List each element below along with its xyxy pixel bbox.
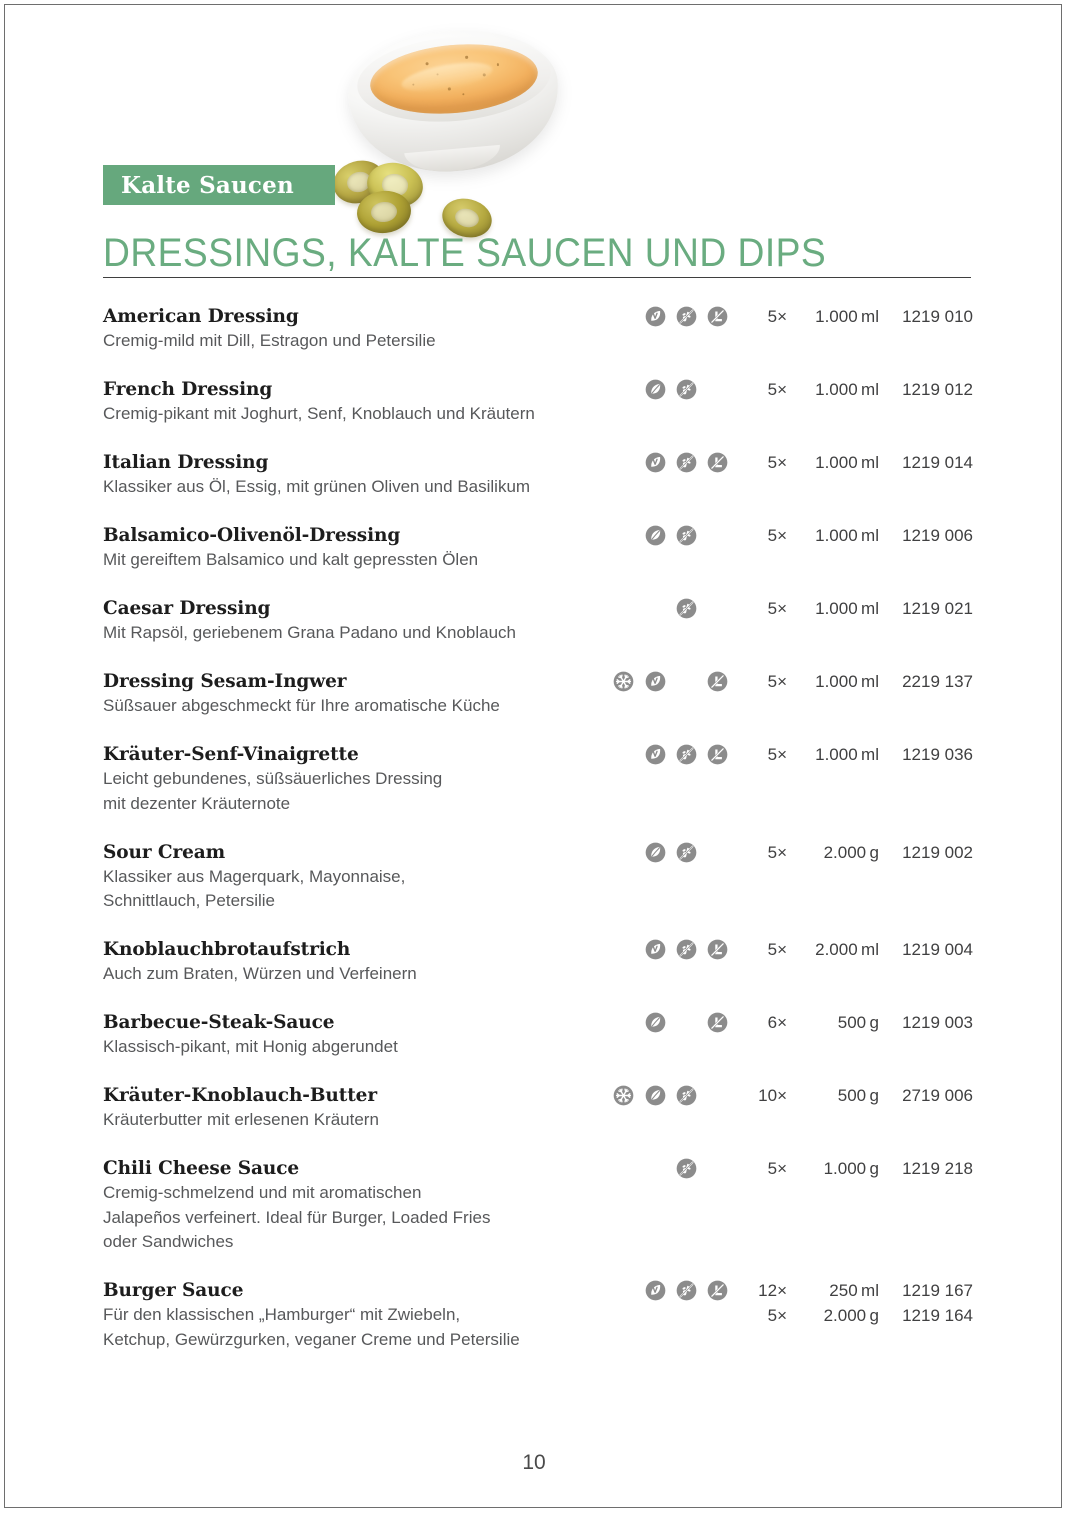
vegan-icon bbox=[645, 1280, 666, 1301]
product-attributes bbox=[603, 670, 973, 696]
vegetarian-icon bbox=[645, 1012, 666, 1033]
icon-slot-empty bbox=[676, 1012, 697, 1033]
product-row bbox=[103, 1279, 973, 1377]
icon-slot-empty bbox=[645, 1158, 666, 1179]
icon-slot-empty bbox=[613, 1012, 634, 1033]
product-text bbox=[103, 743, 623, 816]
product-attributes bbox=[603, 597, 973, 623]
article-number: 1219 164 bbox=[902, 1305, 973, 1325]
product-description-line: Kräuterbutter mit erlesenen Kräutern bbox=[103, 1110, 379, 1129]
product-attributes bbox=[603, 305, 973, 331]
product-name: Chili Cheese Sauce bbox=[103, 1158, 300, 1179]
product-variant-row bbox=[603, 1304, 973, 1328]
pack-size: 1.000 ml bbox=[815, 745, 879, 764]
product-text bbox=[103, 1084, 623, 1133]
product-icons bbox=[603, 671, 727, 695]
product-description-line: Klassiker aus Öl, Essig, mit grünen Oliven und Basilikum bbox=[103, 477, 531, 496]
product-row bbox=[103, 1011, 973, 1084]
hero-product-photo bbox=[305, 13, 605, 243]
gluten-free-icon bbox=[676, 744, 697, 765]
article-number: 1219 002 bbox=[902, 842, 973, 862]
product-icons bbox=[603, 1085, 727, 1109]
product-icons bbox=[603, 306, 727, 330]
product-text bbox=[103, 938, 623, 987]
product-description-line: Cremig-schmelzend und mit aromatischen bbox=[103, 1183, 422, 1202]
product-icons bbox=[603, 1280, 727, 1304]
lactose-free-icon bbox=[707, 452, 728, 473]
lactose-free-icon bbox=[707, 306, 728, 327]
pack-size: 2.000 g bbox=[823, 842, 879, 862]
product-description-line: Für den klassischen „Hamburger“ mit Zwiebeln, bbox=[103, 1305, 461, 1324]
product-name: Caesar Dressing bbox=[103, 598, 271, 619]
vegan-icon bbox=[645, 744, 666, 765]
pack-size: 500 g bbox=[837, 1013, 879, 1032]
gluten-free-icon bbox=[676, 1085, 697, 1106]
pack-quantity: 5× bbox=[767, 526, 787, 545]
icon-slot-empty bbox=[613, 842, 634, 863]
vegetarian-icon bbox=[645, 842, 666, 863]
product-description-line: Klassisch-pikant, mit Honig abgerundet bbox=[103, 1037, 398, 1056]
vegetarian-icon bbox=[645, 379, 666, 400]
product-description-line: Leicht gebundenes, süßsäuerliches Dressing bbox=[103, 769, 443, 788]
product-description-line: Jalapeños verfeinert. Ideal für Burger, Loaded Fries bbox=[103, 1207, 491, 1227]
product-description-line: Cremig-pikant mit Joghurt, Senf, Knoblauch und Kräutern bbox=[103, 404, 535, 423]
pack-quantity: 5× bbox=[767, 453, 787, 472]
pack-size: 1.000 ml bbox=[815, 672, 879, 691]
icon-slot-empty bbox=[707, 525, 728, 546]
product-name: Burger Sauce bbox=[103, 1280, 244, 1301]
product-text bbox=[103, 1011, 623, 1060]
product-icons bbox=[603, 598, 727, 622]
product-name: Italian Dressing bbox=[103, 452, 269, 473]
gluten-free-icon bbox=[676, 598, 697, 619]
product-text bbox=[103, 524, 623, 573]
gluten-free-icon bbox=[676, 306, 697, 327]
product-attributes bbox=[603, 451, 973, 477]
product-text bbox=[103, 670, 623, 719]
pack-quantity: 5× bbox=[767, 672, 787, 691]
product-icons bbox=[603, 452, 727, 476]
product-attributes bbox=[603, 378, 973, 404]
icon-slot-empty bbox=[613, 744, 634, 765]
pack-quantity: 5× bbox=[767, 1159, 787, 1178]
product-description-line: Klassiker aus Magerquark, Mayonnaise, bbox=[103, 866, 406, 886]
product-attributes bbox=[603, 841, 973, 867]
article-number: 1219 021 bbox=[902, 599, 973, 618]
product-row bbox=[103, 743, 973, 841]
product-text bbox=[103, 597, 623, 646]
pack-size: 1.000 ml bbox=[815, 599, 879, 618]
article-number: 2719 006 bbox=[902, 1086, 973, 1105]
icon-slot-empty bbox=[613, 1280, 634, 1301]
product-row bbox=[103, 1084, 973, 1157]
gluten-free-icon bbox=[676, 1280, 697, 1301]
product-description-line: Mit Rapsöl, geriebenem Grana Padano und Knoblauch bbox=[103, 623, 516, 642]
pack-quantity: 5× bbox=[767, 599, 787, 618]
pack-size: 1.000 ml bbox=[815, 380, 879, 399]
product-name: Knoblauchbrotaufstrich bbox=[103, 939, 351, 960]
gluten-free-icon bbox=[676, 842, 697, 863]
product-name: French Dressing bbox=[103, 379, 273, 400]
gluten-free-icon bbox=[676, 452, 697, 473]
article-number: 1219 010 bbox=[902, 307, 973, 326]
category-banner-label: Kalte Saucen bbox=[121, 171, 294, 199]
article-number: 1219 003 bbox=[902, 1013, 973, 1032]
product-icons bbox=[603, 1012, 727, 1036]
gluten-free-icon bbox=[676, 379, 697, 400]
vegan-icon bbox=[645, 939, 666, 960]
product-name: Balsamico-Olivenöl-Dressing bbox=[103, 525, 401, 546]
icon-slot-empty bbox=[645, 598, 666, 619]
product-row bbox=[103, 938, 973, 1011]
gluten-free-icon bbox=[676, 1158, 697, 1179]
vegan-icon bbox=[645, 671, 666, 692]
product-icons bbox=[603, 525, 727, 549]
product-description-line: Süßsauer abgeschmeckt für Ihre aromatische Küche bbox=[103, 696, 500, 715]
article-number: 1219 004 bbox=[902, 940, 973, 959]
product-row bbox=[103, 670, 973, 743]
lactose-free-icon bbox=[707, 744, 728, 765]
product-description-line: Cremig-mild mit Dill, Estragon und Petersilie bbox=[103, 331, 436, 350]
pack-quantity: 5× bbox=[767, 380, 787, 399]
pack-size: 1.000 ml bbox=[815, 453, 879, 472]
pack-size: 1.000 ml bbox=[815, 526, 879, 545]
icon-slot-empty bbox=[613, 379, 634, 400]
sauce-bowl-illustration bbox=[305, 13, 605, 243]
icon-slot-empty bbox=[613, 525, 634, 546]
product-row bbox=[103, 451, 973, 524]
page-title: DRESSINGS, KALTE SAUCEN UND DIPS bbox=[103, 231, 827, 275]
gluten-free-icon bbox=[676, 525, 697, 546]
product-row bbox=[103, 597, 973, 670]
product-row bbox=[103, 841, 973, 939]
product-text bbox=[103, 451, 623, 500]
article-number: 1219 036 bbox=[902, 745, 973, 764]
pack-size: 1.000 g bbox=[823, 1159, 879, 1178]
product-description-line: Mit gereiftem Balsamico und kalt gepressten Ölen bbox=[103, 550, 479, 569]
product-icons bbox=[603, 1158, 727, 1182]
product-text bbox=[103, 1157, 623, 1255]
lactose-free-icon bbox=[707, 939, 728, 960]
icon-slot-empty bbox=[613, 306, 634, 327]
pack-quantity: 5× bbox=[767, 307, 787, 326]
product-row bbox=[103, 524, 973, 597]
product-name: Barbecue-Steak-Sauce bbox=[103, 1012, 335, 1033]
icon-slot-empty bbox=[613, 939, 634, 960]
product-name: American Dressing bbox=[103, 306, 299, 327]
icon-slot-empty bbox=[707, 598, 728, 619]
product-name: Kräuter-Knoblauch-Butter bbox=[103, 1085, 377, 1106]
product-attributes bbox=[603, 938, 973, 964]
product-icons bbox=[603, 939, 727, 963]
product-attributes bbox=[603, 1279, 973, 1305]
product-attributes bbox=[603, 1011, 973, 1037]
pack-size: 2.000 ml bbox=[815, 940, 879, 959]
product-description-line: Schnittlauch, Petersilie bbox=[103, 891, 275, 910]
icon-slot-empty bbox=[613, 598, 634, 619]
vegetarian-icon bbox=[645, 1085, 666, 1106]
category-banner bbox=[103, 165, 335, 205]
icon-slot-empty bbox=[613, 1158, 634, 1179]
gluten-free-icon bbox=[676, 939, 697, 960]
vegan-icon bbox=[645, 306, 666, 327]
lactose-free-icon bbox=[707, 671, 728, 692]
product-icons bbox=[603, 744, 727, 768]
icon-slot-empty bbox=[707, 379, 728, 400]
article-number: 2219 137 bbox=[902, 672, 973, 691]
pack-quantity: 12× bbox=[758, 1281, 787, 1300]
vegan-icon bbox=[645, 452, 666, 473]
product-description-line: Auch zum Braten, Würzen und Verfeinern bbox=[103, 964, 417, 983]
frozen-icon bbox=[613, 1085, 634, 1106]
article-number: 1219 218 bbox=[902, 1159, 973, 1178]
pack-quantity: 5× bbox=[767, 842, 787, 862]
pack-size: 250 ml bbox=[829, 1281, 879, 1300]
lactose-free-icon bbox=[707, 1012, 728, 1033]
icon-slot-empty bbox=[707, 1085, 728, 1106]
product-text bbox=[103, 378, 623, 427]
product-icons bbox=[603, 379, 727, 403]
lactose-free-icon bbox=[707, 1280, 728, 1301]
product-icons bbox=[603, 842, 727, 866]
pack-quantity: 6× bbox=[767, 1013, 787, 1032]
page-number: 10 bbox=[522, 1451, 546, 1474]
product-attributes bbox=[603, 1157, 973, 1183]
product-attributes bbox=[603, 743, 973, 769]
article-number: 1219 014 bbox=[902, 453, 973, 472]
vegetarian-icon bbox=[645, 525, 666, 546]
product-attributes bbox=[603, 1084, 973, 1110]
icon-slot-empty bbox=[613, 452, 634, 473]
pack-quantity: 5× bbox=[767, 940, 787, 959]
product-row bbox=[103, 1157, 973, 1279]
product-row bbox=[103, 305, 973, 378]
icon-slot-empty bbox=[707, 842, 728, 863]
product-name: Kräuter-Senf-Vinaigrette bbox=[103, 744, 359, 765]
icon-slot-empty bbox=[707, 1158, 728, 1179]
pack-quantity: 10× bbox=[758, 1086, 787, 1105]
catalog-page bbox=[4, 4, 1062, 1508]
title-divider bbox=[103, 277, 971, 278]
pack-quantity: 5× bbox=[767, 745, 787, 764]
frozen-icon bbox=[613, 671, 634, 692]
bowl-shape bbox=[349, 31, 559, 171]
article-number: 1219 167 bbox=[902, 1281, 973, 1300]
pack-size: 2.000 g bbox=[823, 1305, 879, 1325]
pack-quantity: 5× bbox=[767, 1305, 787, 1325]
article-number: 1219 012 bbox=[902, 380, 973, 399]
product-description-line: mit dezenter Kräuternote bbox=[103, 793, 291, 813]
product-list bbox=[103, 305, 973, 1377]
product-description-line: Ketchup, Gewürzgurken, veganer Creme und Petersilie bbox=[103, 1329, 520, 1349]
product-row bbox=[103, 378, 973, 451]
product-text bbox=[103, 841, 623, 914]
product-attributes bbox=[603, 524, 973, 550]
product-text bbox=[103, 1279, 623, 1352]
icon-slot-empty bbox=[676, 671, 697, 692]
pack-size: 1.000 ml bbox=[815, 307, 879, 326]
pack-size: 500 g bbox=[837, 1086, 879, 1105]
product-name: Dressing Sesam-Ingwer bbox=[103, 671, 347, 692]
product-text bbox=[103, 305, 623, 354]
article-number: 1219 006 bbox=[902, 526, 973, 545]
product-name: Sour Cream bbox=[103, 841, 226, 863]
product-description-line: oder Sandwiches bbox=[103, 1232, 234, 1251]
